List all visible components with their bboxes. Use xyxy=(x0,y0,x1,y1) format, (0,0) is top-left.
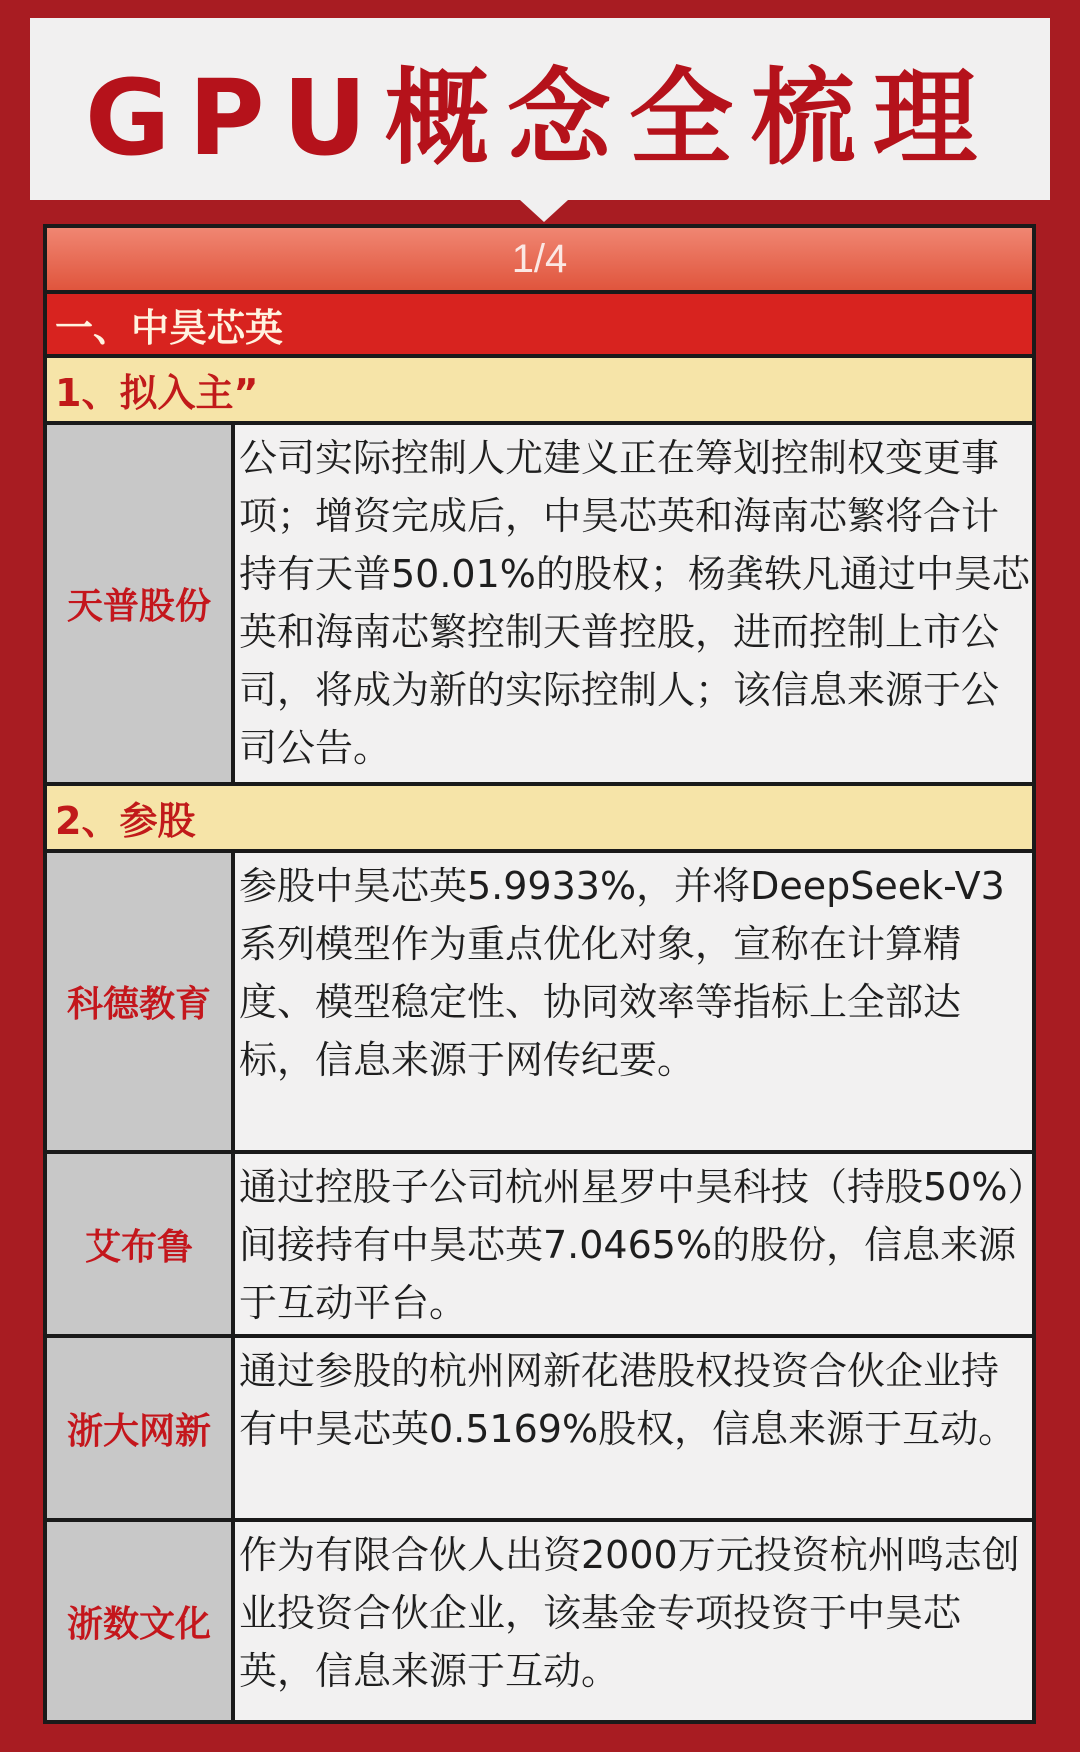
table-row xyxy=(47,1522,1032,1720)
table-row xyxy=(47,853,1032,1150)
company-description: 通过参股的杭州网新花港股权投资合伙企业持有中昊芯英0.5169%股权，信息来源于互动。 xyxy=(235,1338,1032,1518)
page-indicator: 1/4 xyxy=(47,228,1032,290)
group-heading-stake: 2、参股 xyxy=(47,786,1032,849)
page-title: GPU概念全梳理 xyxy=(84,57,996,179)
title-banner xyxy=(30,18,1050,200)
company-description: 参股中昊芯英5.9933%，并将DeepSeek-V3系列模型作为重点优化对象，宣称在计算精度、模型稳定性、协同效率等指标上全部达标，信息来源于网传纪要。 xyxy=(235,853,1032,1150)
company-name: 科德教育 xyxy=(47,853,231,1150)
table-row xyxy=(47,425,1032,782)
company-name: 艾布鲁 xyxy=(47,1154,231,1334)
company-name: 浙大网新 xyxy=(47,1338,231,1518)
company-description: 通过控股子公司杭州星罗中昊科技（持股50%）间接持有中昊芯英7.0465%的股份，信息来源于互动平台。 xyxy=(235,1154,1032,1334)
company-description: 作为有限合伙人出资2000万元投资杭州鸣志创业投资合伙企业，该基金专项投资于中昊芯英，信息来源于互动。 xyxy=(235,1522,1032,1720)
company-name: 天普股份 xyxy=(47,425,231,782)
company-description: 公司实际控制人尤建义正在筹划控制权变更事项；增资完成后，中昊芯英和海南芯繁将合计持有天普50.01%的股权；杨龚轶凡通过中昊芯英和海南芯繁控制天普控股，进而控制上市公司，将成为新的实际控制人；该信息来源于公司公告。 xyxy=(235,425,1032,782)
table-row xyxy=(47,1338,1032,1518)
company-name: 浙数文化 xyxy=(47,1522,231,1720)
section-heading: 一、中昊芯英 xyxy=(47,294,1032,354)
group-heading-entry: 1、拟入主” xyxy=(47,358,1032,421)
concept-table xyxy=(43,224,1036,1724)
table-row xyxy=(47,1154,1032,1334)
title-pointer xyxy=(520,200,568,222)
